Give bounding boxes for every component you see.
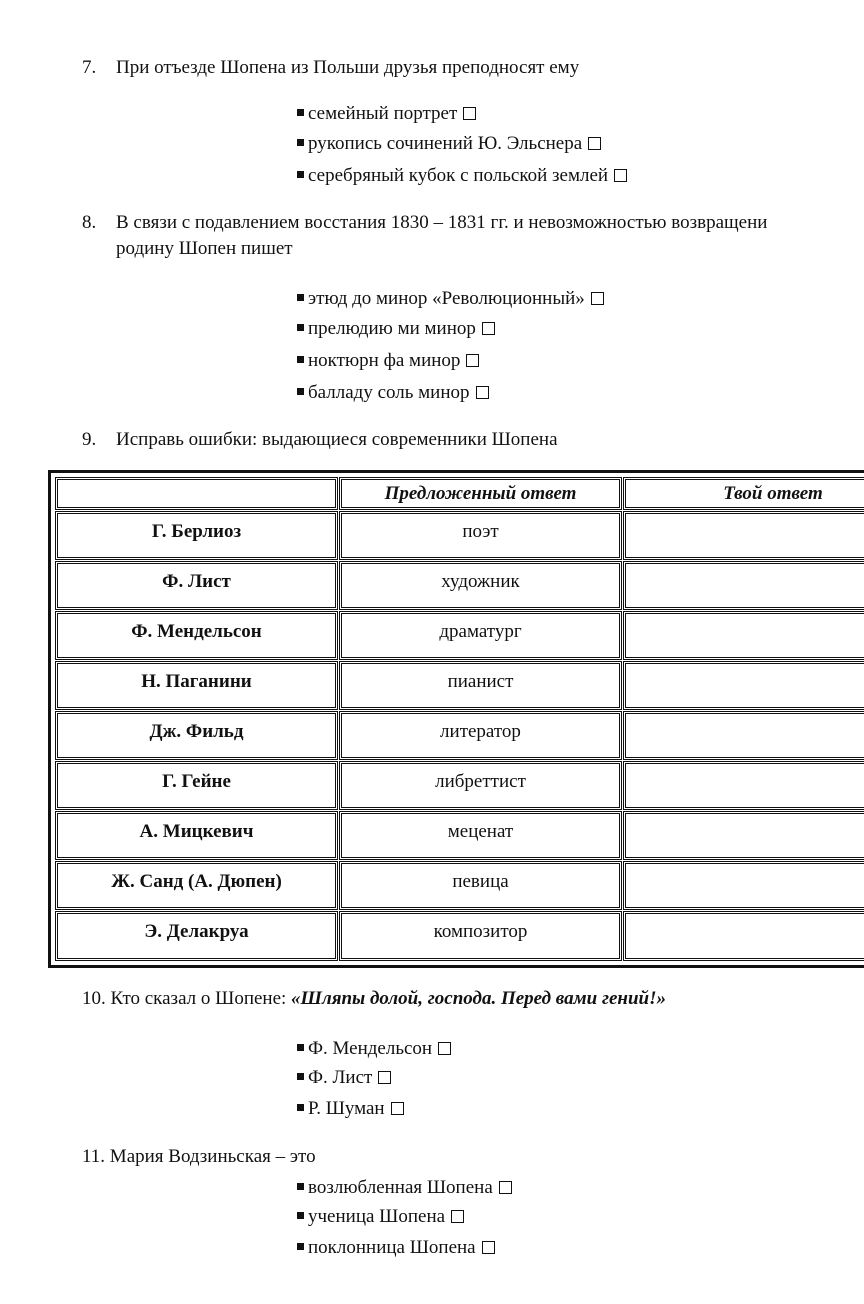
- table-cell-name: Ф. Лист: [55, 561, 338, 610]
- bullet-icon: [297, 1073, 304, 1080]
- checkbox-icon[interactable]: [482, 1241, 495, 1254]
- question-text: В связи с подавлением восстания 1830 – 1831 гг. и невозможностью возвращени: [116, 212, 768, 233]
- bullet-icon: [297, 1104, 304, 1111]
- bullet-icon: [297, 1212, 304, 1219]
- option-label: поклонница Шопена: [308, 1237, 476, 1258]
- option-item[interactable]: [297, 348, 479, 374]
- option-label: ученица Шопена: [308, 1206, 446, 1227]
- table-cell-proposed: литератор: [339, 711, 622, 760]
- table-cell-proposed: художник: [339, 561, 622, 610]
- table-cell-answer[interactable]: [623, 561, 864, 610]
- option-item[interactable]: [297, 1235, 495, 1261]
- checkbox-icon[interactable]: [378, 1071, 391, 1084]
- table-cell-proposed: певица: [339, 861, 622, 910]
- checkbox-icon[interactable]: [614, 169, 627, 182]
- table-cell-proposed: пианист: [339, 661, 622, 710]
- table-cell-name: А. Мицкевич: [55, 811, 338, 860]
- option-item[interactable]: [297, 131, 601, 157]
- contemporaries-table: [48, 470, 864, 968]
- bullet-icon: [297, 1243, 304, 1250]
- table-header-empty: [55, 477, 338, 510]
- bullet-icon: [297, 388, 304, 395]
- checkbox-icon[interactable]: [463, 107, 476, 120]
- bullet-icon: [297, 109, 304, 116]
- option-label: рукопись сочинений Ю. Эльснера: [308, 133, 583, 154]
- question-9: [82, 427, 558, 453]
- table-cell-name: Ф. Мендельсон: [55, 611, 338, 660]
- table-cell-name: Г. Берлиоз: [55, 511, 338, 560]
- option-item[interactable]: [297, 1036, 451, 1062]
- question-text: При отъезде Шопена из Польши друзья преподносят ему: [116, 57, 580, 78]
- option-label: ноктюрн фа минор: [308, 350, 461, 371]
- table-cell-answer[interactable]: [623, 911, 864, 961]
- table-cell-proposed: драматург: [339, 611, 622, 660]
- question-number: 8.: [82, 212, 97, 233]
- table-cell-name: Г. Гейне: [55, 761, 338, 810]
- bullet-icon: [297, 324, 304, 331]
- question-number: 9.: [82, 429, 97, 450]
- table-header-proposed: Предложенный ответ: [339, 477, 622, 510]
- option-item[interactable]: [297, 163, 627, 189]
- question-11: [82, 1144, 316, 1170]
- table-cell-proposed: композитор: [339, 911, 622, 961]
- table-cell-name: Дж. Фильд: [55, 711, 338, 760]
- table-cell-name: Н. Паганини: [55, 661, 338, 710]
- table-cell-answer[interactable]: [623, 861, 864, 910]
- question-number: 10.: [82, 988, 106, 1009]
- checkbox-icon[interactable]: [499, 1181, 512, 1194]
- option-item[interactable]: [297, 1204, 464, 1230]
- checkbox-icon[interactable]: [476, 386, 489, 399]
- table-cell-name: Ж. Санд (А. Дюпен): [55, 861, 338, 910]
- option-item[interactable]: [297, 1175, 512, 1201]
- table-cell-answer[interactable]: [623, 811, 864, 860]
- checkbox-icon[interactable]: [438, 1042, 451, 1055]
- table-cell-answer[interactable]: [623, 761, 864, 810]
- question-number: 7.: [82, 57, 97, 78]
- option-item[interactable]: [297, 1096, 404, 1122]
- option-item[interactable]: [297, 1065, 391, 1091]
- table-cell-proposed: либреттист: [339, 761, 622, 810]
- bullet-icon: [297, 171, 304, 178]
- option-label: семейный портрет: [308, 103, 458, 124]
- checkbox-icon[interactable]: [591, 292, 604, 305]
- table-cell-proposed: меценат: [339, 811, 622, 860]
- option-item[interactable]: [297, 101, 476, 127]
- checkbox-icon[interactable]: [482, 322, 495, 335]
- question-10: [82, 986, 666, 1012]
- bullet-icon: [297, 356, 304, 363]
- table-cell-answer[interactable]: [623, 711, 864, 760]
- table-header-your-answer: Твой ответ: [623, 477, 864, 510]
- option-label: Ф. Лист: [308, 1067, 373, 1088]
- option-label: Ф. Мендельсон: [308, 1038, 433, 1059]
- checkbox-icon[interactable]: [451, 1210, 464, 1223]
- table-cell-name: Э. Делакруа: [55, 911, 338, 961]
- option-label: этюд до минор «Революционный»: [308, 288, 585, 309]
- table-cell-answer[interactable]: [623, 511, 864, 560]
- question-7: [82, 55, 579, 81]
- option-label: балладу соль минор: [308, 382, 470, 403]
- bullet-icon: [297, 294, 304, 301]
- checkbox-icon[interactable]: [391, 1102, 404, 1115]
- bullet-icon: [297, 1044, 304, 1051]
- option-label: возлюбленная Шопена: [308, 1177, 493, 1198]
- option-item[interactable]: [297, 286, 604, 312]
- table-cell-answer[interactable]: [623, 611, 864, 660]
- question-number: 11.: [82, 1146, 106, 1167]
- option-item[interactable]: [297, 380, 489, 406]
- question-text: Мария Водзиньская – это: [109, 1146, 316, 1167]
- option-item[interactable]: [297, 316, 495, 342]
- checkbox-icon[interactable]: [466, 354, 479, 367]
- question-text-continued: родину Шопен пишет: [116, 238, 293, 259]
- question-quote: «Шляпы долой, господа. Перед вами гений!»: [291, 988, 666, 1009]
- question-text: Исправь ошибки: выдающиеся современники Шопена: [116, 429, 558, 450]
- table-cell-answer[interactable]: [623, 661, 864, 710]
- option-label: Р. Шуман: [308, 1098, 385, 1119]
- bullet-icon: [297, 1183, 304, 1190]
- option-label: прелюдию ми минор: [308, 318, 476, 339]
- table-cell-proposed: поэт: [339, 511, 622, 560]
- checkbox-icon[interactable]: [588, 137, 601, 150]
- question-text: Кто сказал о Шопене:: [110, 988, 287, 1009]
- option-label: серебряный кубок с польской землей: [308, 165, 609, 186]
- bullet-icon: [297, 139, 304, 146]
- question-8: [82, 210, 864, 262]
